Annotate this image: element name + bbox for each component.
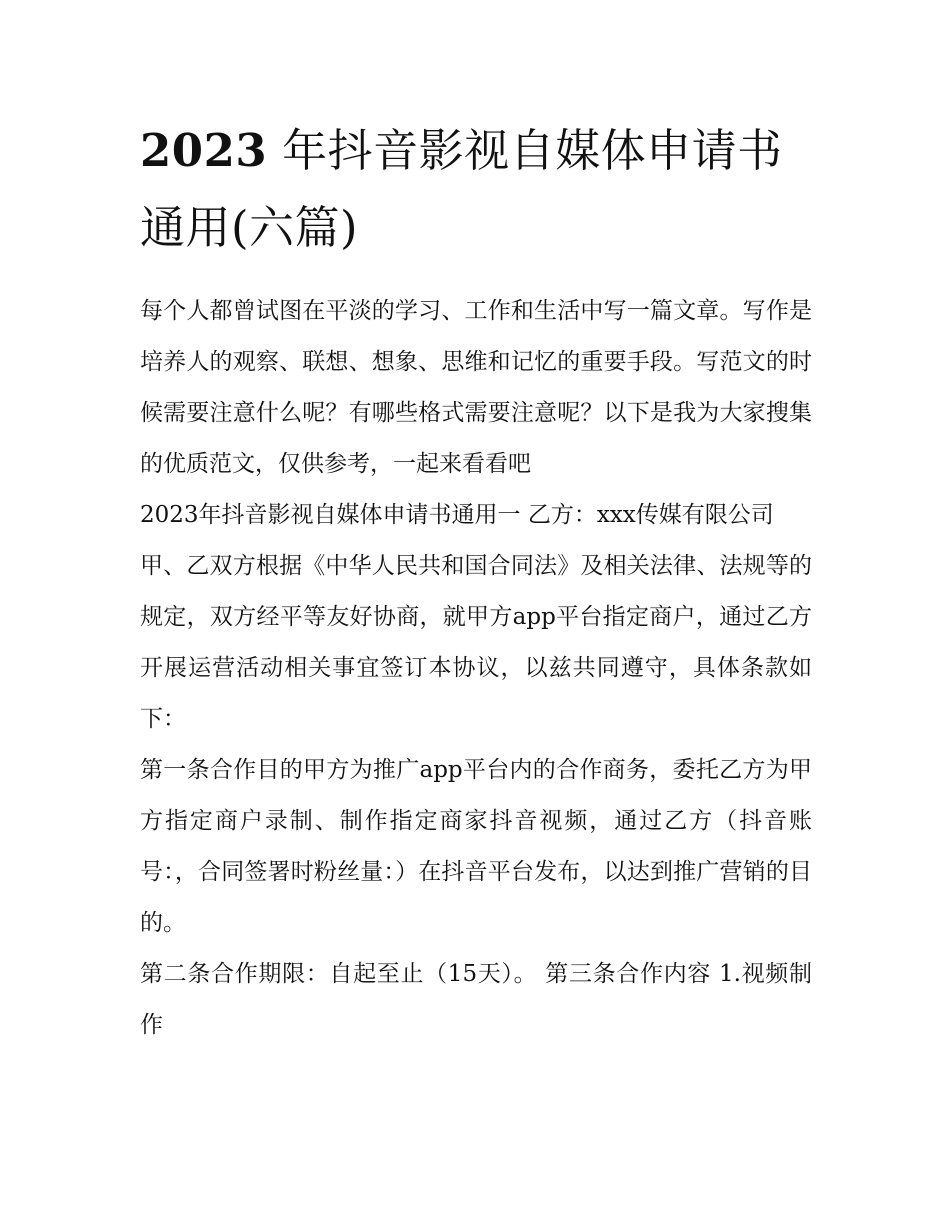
title-year: 2023 xyxy=(140,124,268,177)
agreement-preamble-paragraph: 甲、乙双方根据《中华人民共和国合同法》及相关法律、法规等的规定，双方经平等友好协商，就甲方app平台指定商户，通过乙方开展运营活动相关事宜签订本协议，以兹共同遵守，具体条款如下： xyxy=(140,553,812,732)
document-title xyxy=(140,112,812,266)
article-two-paragraph: 第二条合作期限：自起至止（15天）。 第三条合作内容 1.视频制作 xyxy=(140,961,812,1038)
section-heading-paragraph: 2023年抖音影视自媒体申请书通用一 乙方：xxx传媒有限公司 xyxy=(140,502,774,528)
title-spacer xyxy=(140,266,812,286)
document-body xyxy=(140,112,812,1051)
title-text: 年抖音影视自媒体申请书通用(六篇) xyxy=(140,124,783,254)
intro-paragraph: 每个人都曾试图在平淡的学习、工作和生活中写一篇文章。写作是培养人的观察、联想、想象、思维和记忆的重要手段。写范文的时候需要注意什么呢？有哪些格式需要注意呢？以下是我为大家搜集的优质范文，仅供参考，一起来看看吧 xyxy=(140,298,812,477)
article-one-paragraph: 第一条合作目的甲方为推广app平台内的合作商务，委托乙方为甲方指定商户录制、制作指定商家抖音视频，通过乙方（抖音账号：，合同签署时粉丝量：）在抖音平台发布，以达到推广营销的目的。 xyxy=(140,757,812,936)
